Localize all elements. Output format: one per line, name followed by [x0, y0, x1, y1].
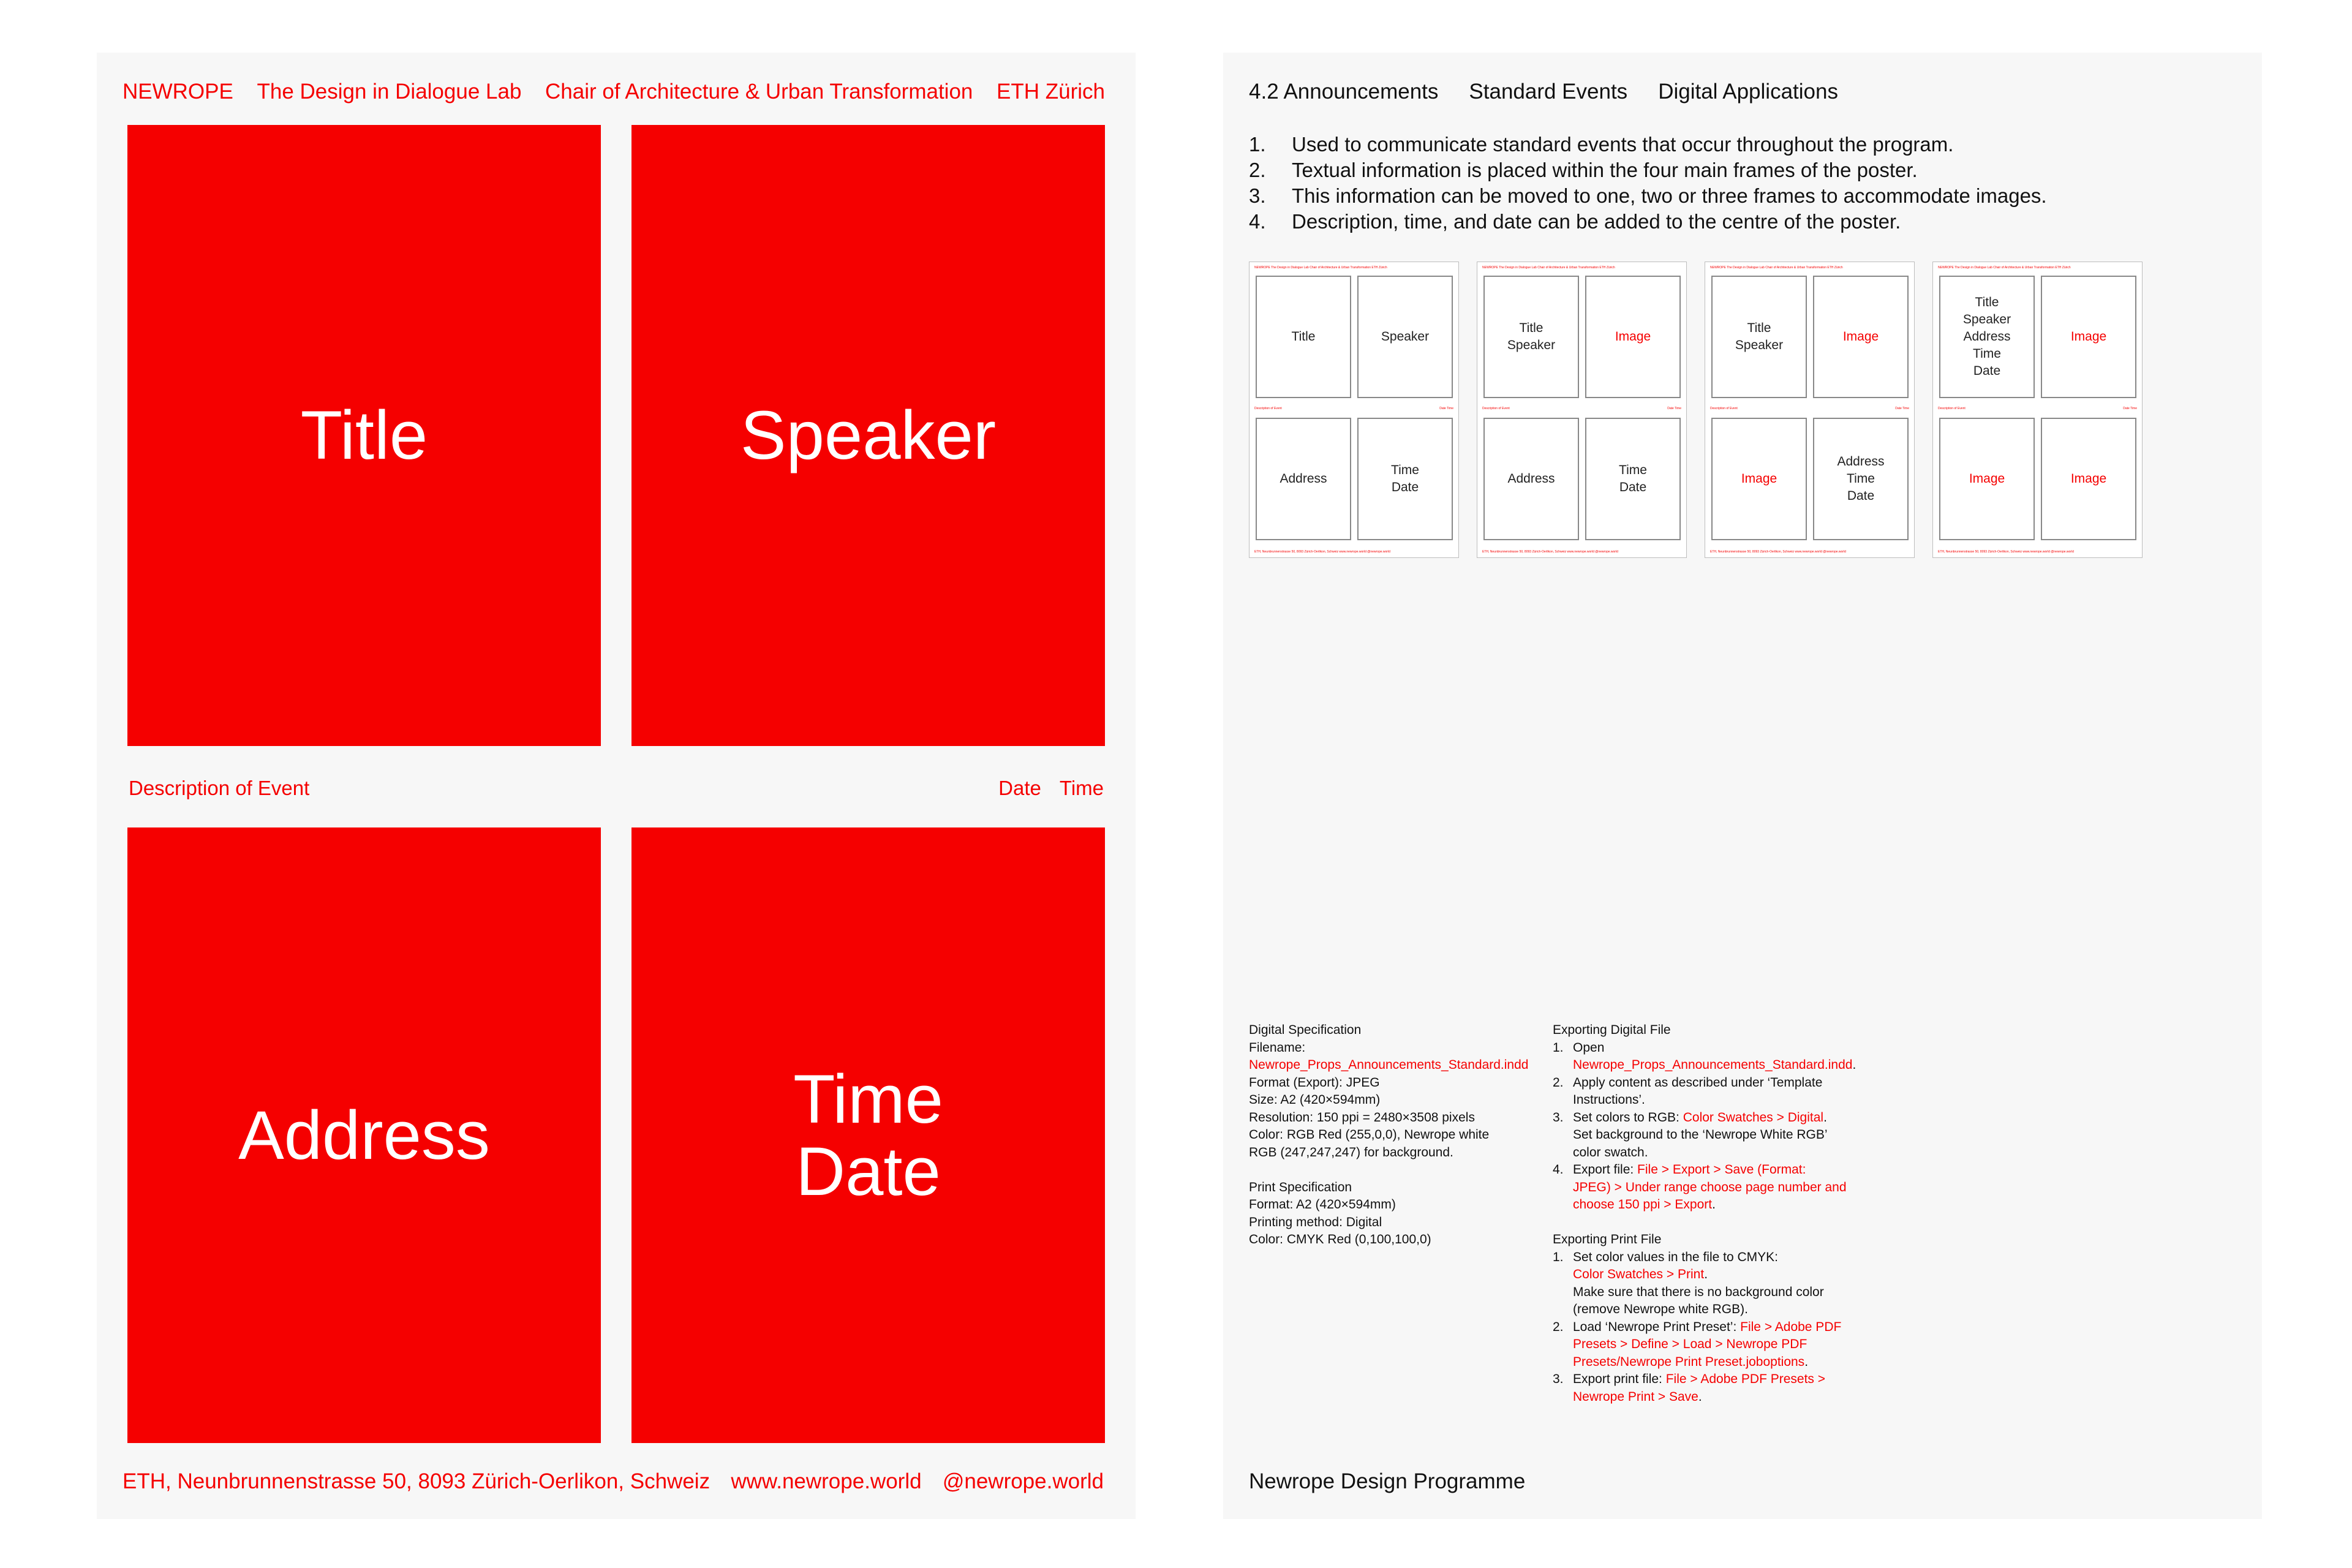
speaker-frame-label: Speaker — [740, 397, 997, 474]
list-num: 4. — [1249, 210, 1266, 233]
spec-size: Size: A2 (420×594mm) — [1249, 1093, 1381, 1107]
thumb-cell-line: Date — [1391, 480, 1419, 494]
poster-header-item: Chair of Architecture & Urban Transformation — [545, 80, 973, 104]
thumb-cell-line: Title — [1747, 321, 1771, 335]
thumb-cell-line: Title — [1519, 321, 1544, 335]
thumb-mid-left: Description of Event — [1710, 407, 1738, 410]
thumb-footer: ETH, Neunbrunnenstrasse 50, 8093 Zürich-Oerlikon, Schweiz www.newrope.world @newrope.world — [1482, 550, 1618, 554]
thumb-mid — [1710, 407, 1909, 410]
list-num: 3. — [1249, 184, 1266, 207]
poster-header-item: NEWROPE — [123, 80, 233, 104]
print-spec-heading: Print Specification — [1249, 1180, 1352, 1194]
thumb-cell-line: Time — [1391, 463, 1419, 477]
step: 2. Load ‘Newrope Print Preset’: File > Adobe PDF Presets > Define > Load > Newrope PDF Presets/Newrope Print Preset.joboptions. — [1553, 1319, 1842, 1369]
poster-header-item: The Design in Dialogue Lab — [257, 80, 522, 104]
list-text: Description, time, and date can be added to the centre of the poster. — [1292, 210, 1901, 233]
title-frame-label: Title — [300, 397, 428, 474]
guideline-page — [1223, 53, 2262, 1519]
thumb-cell-line: Date — [1847, 489, 1875, 503]
spec-color: Color: RGB Red (255,0,0), Newrope white RGB (247,247,247) for background. — [1249, 1128, 1490, 1159]
step: 3. Set colors to RGB: Color Swatches > Digital. Set background to the ‘Newrope White RGB’ color swatch. — [1553, 1110, 1827, 1159]
time-frame-label: Time — [793, 1060, 943, 1137]
thumb-cell-line: Time — [1973, 347, 2001, 361]
thumb-mid — [1938, 407, 2137, 410]
thumb-cell — [1585, 418, 1681, 540]
thumb-cell — [1939, 276, 2035, 398]
thumb-cell — [1813, 418, 1909, 540]
thumb-cell-line: Date — [1619, 480, 1647, 494]
time-label: Time — [1059, 777, 1104, 799]
thumb-cell-line: Image — [2070, 472, 2107, 486]
specification-column — [1249, 1022, 1529, 1249]
list-item — [1249, 183, 2047, 209]
thumb-header: NEWROPE The Design in Dialogue Lab Chair of Architecture & Urban Transformation ETH Zürich — [1254, 266, 1387, 270]
list-item — [1249, 209, 2047, 235]
date-frame-label: Date — [796, 1133, 941, 1210]
thumb-cell-line: Title — [1291, 330, 1316, 344]
thumb-cell-line: Date — [1973, 364, 2001, 378]
step: 1. Set color values in the file to CMYK: Color Swatches > Print. Make sure that there is no background color (remove Newrope white RGB). — [1553, 1250, 1824, 1316]
step: 2. Apply content as described under ‘Template Instructions’. — [1553, 1075, 1823, 1107]
list-num: 1. — [1249, 133, 1266, 156]
thumb-mid — [1254, 407, 1453, 410]
thumb-header: NEWROPE The Design in Dialogue Lab Chair of Architecture & Urban Transformation ETH Zürich — [1482, 266, 1615, 270]
step: 1. Open Newrope_Props_Announcements_Standard.indd. — [1553, 1040, 1856, 1072]
thumb-cell-line: Speaker — [1962, 312, 2011, 326]
title-frame — [127, 125, 601, 746]
thumb-header: NEWROPE The Design in Dialogue Lab Chair of Architecture & Urban Transformation ETH Zürich — [1938, 266, 2071, 270]
filename-label: Filename: — [1249, 1040, 1306, 1055]
thumb-cell-line: Address — [1837, 454, 1885, 469]
date-label: Date — [998, 777, 1041, 799]
thumb-footer: ETH, Neunbrunnenstrasse 50, 8093 Zürich-Oerlikon, Schweiz www.newrope.world @newrope.world — [1254, 550, 1390, 554]
print-format: Format: A2 (420×594mm) — [1249, 1197, 1396, 1212]
list-text: This information can be moved to one, two or three frames to accommodate images. — [1292, 184, 2047, 207]
guideline-section: 4.2 Announcements — [1249, 80, 1439, 104]
print-method: Printing method: Digital — [1249, 1215, 1382, 1229]
thumb-cell-line: Image — [1842, 330, 1879, 344]
thumb-mid — [1482, 407, 1681, 410]
address-frame-label: Address — [238, 1096, 490, 1174]
thumb-cell — [1939, 418, 2035, 540]
guideline-header — [1249, 80, 1838, 104]
poster-header — [123, 80, 1105, 104]
poster-footer-handle: @newrope.world — [942, 1469, 1104, 1493]
step: 3. Export print file: File > Adobe PDF Presets > Newrope Print > Save. — [1553, 1372, 1826, 1404]
list-text: Textual information is placed within the four main frames of the poster. — [1292, 159, 1918, 181]
thumb-mid-right: Date Time — [1439, 407, 1453, 410]
export-digital-heading: Exporting Digital File — [1553, 1023, 1671, 1037]
guideline-list — [1249, 132, 2047, 235]
thumb-footer: ETH, Neunbrunnenstrasse 50, 8093 Zürich-Oerlikon, Schweiz www.newrope.world @newrope.world — [1938, 550, 2074, 554]
thumb-cell — [1357, 276, 1453, 398]
thumb-cell — [1585, 276, 1681, 398]
thumb-cell-line: Title — [1975, 295, 1999, 309]
guideline-category: Digital Applications — [1658, 80, 1838, 104]
thumb-header: NEWROPE The Design in Dialogue Lab Chair of Architecture & Urban Transformation ETH Zürich — [1710, 266, 1843, 270]
date-time-labels — [980, 777, 1104, 800]
thumb-mid-left: Description of Event — [1482, 407, 1510, 410]
thumb-mid-left: Description of Event — [1938, 407, 1966, 410]
thumb-mid-right: Date Time — [2123, 407, 2137, 410]
thumb-cell — [2041, 276, 2136, 398]
poster-mid-row — [129, 777, 1104, 800]
export-print-heading: Exporting Print File — [1553, 1232, 1662, 1246]
thumb-cell-line: Address — [1280, 472, 1327, 486]
layout-thumbnail — [1249, 262, 1459, 558]
list-text: Used to communicate standard events that occur throughout the program. — [1292, 133, 1954, 156]
thumb-cell-line: Speaker — [1507, 338, 1556, 352]
export-print-steps — [1553, 1249, 1847, 1406]
export-digital-steps — [1553, 1039, 1856, 1214]
poster-footer — [123, 1469, 1104, 1494]
layout-thumbnail — [1705, 262, 1915, 558]
thumb-cell-line: Time — [1847, 472, 1875, 486]
layout-thumbnail — [1932, 262, 2143, 558]
description-label: Description of Event — [129, 777, 310, 799]
thumb-cell — [1813, 276, 1909, 398]
poster-header-item: ETH Zürich — [997, 80, 1105, 104]
print-color: Color: CMYK Red (0,100,100,0) — [1249, 1232, 1431, 1246]
filename-line — [1249, 1039, 1529, 1074]
step: 4. Export file: File > Export > Save (Format: JPEG) > Under range choose page number and choose 150 ppi > Export. — [1553, 1163, 1847, 1212]
thumb-mid-left: Description of Event — [1254, 407, 1282, 410]
list-item — [1249, 157, 2047, 183]
thumb-cell — [1483, 418, 1579, 540]
thumb-cell-line: Image — [1969, 472, 2005, 486]
thumb-cell-line: Speaker — [1381, 330, 1430, 344]
poster-footer-address: ETH, Neunbrunnenstrasse 50, 8093 Zürich-Oerlikon, Schweiz — [123, 1469, 710, 1493]
thumb-mid-right: Date Time — [1895, 407, 1909, 410]
thumb-cell — [1483, 276, 1579, 398]
spec-resolution: Resolution: 150 ppi = 2480×3508 pixels — [1249, 1110, 1475, 1125]
list-item — [1249, 132, 2047, 157]
time-date-frame — [631, 827, 1105, 1443]
thumb-cell-line: Image — [1741, 472, 1777, 486]
thumb-cell — [1256, 276, 1351, 398]
thumb-mid-right: Date Time — [1667, 407, 1681, 410]
poster-page — [97, 53, 1136, 1519]
thumb-cell — [2041, 418, 2136, 540]
thumb-cell-line: Address — [1507, 472, 1555, 486]
filename-value: Newrope_Props_Announcements_Standard.indd — [1249, 1058, 1529, 1072]
layout-thumbnail — [1477, 262, 1687, 558]
thumb-cell-line: Time — [1619, 463, 1647, 477]
poster-footer-website: www.newrope.world — [731, 1469, 922, 1493]
guideline-footer: Newrope Design Programme — [1249, 1469, 1526, 1493]
spec-format: Format (Export): JPEG — [1249, 1075, 1380, 1090]
thumb-cell-line: Address — [1963, 330, 2011, 344]
thumb-cell — [1711, 276, 1807, 398]
digital-spec-heading: Digital Specification — [1249, 1023, 1362, 1037]
thumb-cell-line: Image — [2070, 330, 2107, 344]
thumb-footer: ETH, Neunbrunnenstrasse 50, 8093 Zürich-Oerlikon, Schweiz www.newrope.world @newrope.world — [1710, 550, 1846, 554]
thumb-cell-line: Speaker — [1735, 338, 1784, 352]
thumb-cell — [1711, 418, 1807, 540]
thumb-cell — [1357, 418, 1453, 540]
guideline-subsection: Standard Events — [1469, 80, 1628, 104]
list-num: 2. — [1249, 159, 1266, 181]
address-frame — [127, 827, 601, 1443]
thumb-cell-line: Image — [1615, 330, 1651, 344]
export-instructions — [1553, 1022, 1856, 1406]
speaker-frame — [631, 125, 1105, 746]
thumb-cell — [1256, 418, 1351, 540]
